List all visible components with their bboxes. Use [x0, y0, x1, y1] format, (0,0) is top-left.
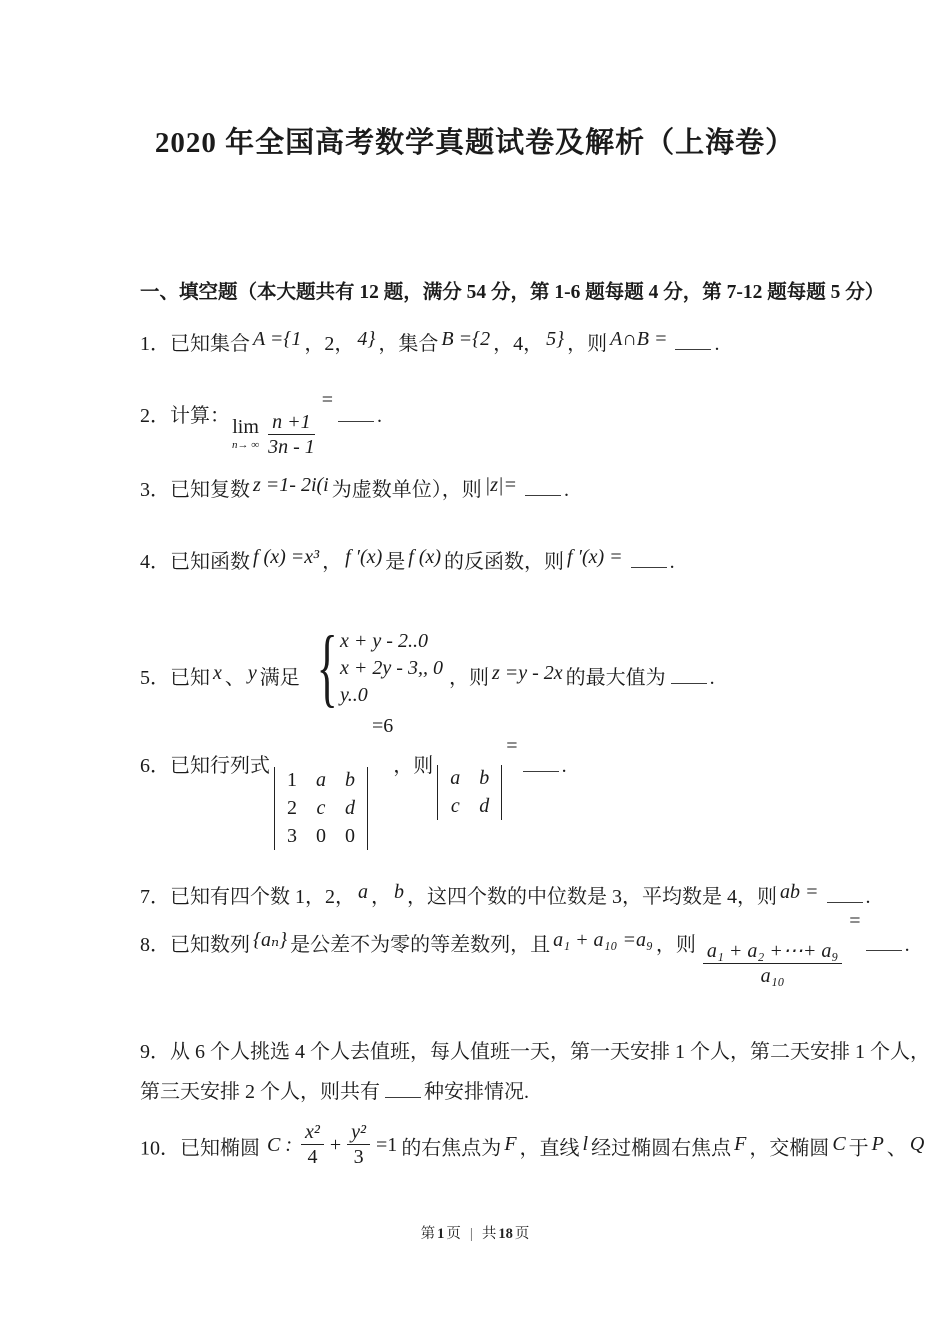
problem-text: 的最大值为 — [565, 667, 666, 690]
problem-text: 、 — [886, 1137, 907, 1160]
det-cell: 2 — [287, 797, 297, 819]
problem-10 — [140, 1120, 925, 1169]
problem-number: 5． — [140, 667, 170, 690]
answer-blank — [338, 417, 374, 422]
answer-blank — [631, 563, 667, 568]
math-set-a-open: A ={1 — [253, 328, 302, 350]
problem-number: 3． — [140, 479, 170, 501]
equals-sign: = — [506, 735, 518, 757]
fraction-denominator: 3 — [353, 1146, 364, 1168]
period: . — [561, 755, 567, 777]
det-cell: 3 — [287, 825, 297, 847]
det-cell: b — [479, 767, 490, 789]
problem-line-2 — [140, 1072, 890, 1112]
math-b: b — [394, 881, 404, 903]
problem-text: 已知集合 — [170, 333, 250, 355]
inequality-system — [306, 619, 443, 717]
fraction-denominator: a₁₀ — [760, 965, 785, 987]
period: . — [904, 934, 910, 956]
math-a: a — [358, 881, 368, 903]
period: . — [377, 405, 383, 427]
problem-text: ，则 — [567, 333, 608, 355]
math-l: l — [582, 1132, 589, 1155]
math-complex-z: z =1- 2i(i — [253, 474, 329, 496]
problem-4 — [140, 548, 890, 576]
math-ab-equals: ab = — [780, 881, 819, 903]
fraction-numerator: n +1 — [268, 410, 315, 435]
math-intersection: A∩B = — [610, 328, 668, 350]
inequality-line-3: y..0 — [340, 684, 368, 706]
problem-7 — [140, 883, 890, 911]
period: . — [564, 479, 569, 501]
footer-page-suffix: 页 — [446, 1226, 461, 1242]
problem-1 — [140, 330, 890, 358]
footer-total-suffix: 页 — [514, 1226, 530, 1242]
math-fx-cubed: f (x) =x³ — [253, 546, 320, 568]
limit-subscript: n→ ∞ — [232, 439, 260, 451]
det-cell: c — [450, 795, 460, 817]
det-cell: a — [316, 769, 326, 791]
math-y: y — [247, 662, 257, 685]
math-c: C — [832, 1132, 846, 1155]
inequality-line-2: x + 2y - 3,, 0 — [340, 657, 443, 679]
problem-text: 种安排情况. — [424, 1081, 529, 1103]
problem-number: 1． — [140, 333, 170, 355]
problem-text: 经过椭圆右焦点 — [591, 1137, 732, 1160]
answer-blank — [385, 1093, 421, 1098]
math-term-relation: a₁ + a₁₀ =a₉ — [553, 929, 653, 951]
math-f: F — [504, 1132, 517, 1155]
period: . — [865, 886, 871, 908]
footer-page-prefix: 第 — [420, 1226, 436, 1242]
period: . — [669, 551, 675, 573]
problem-text: 已知函数 — [170, 551, 250, 573]
page-footer — [0, 1222, 950, 1243]
fraction-y — [344, 1120, 373, 1169]
problem-text: 为虚数单位），则 — [331, 479, 482, 501]
problem-number: 6． — [140, 755, 170, 777]
problem-text: ，交椭圆 — [749, 1137, 830, 1160]
problem-text: 、 — [224, 667, 245, 690]
math-f-inverse-equals: f ′(x) = — [567, 546, 623, 568]
math-fx: f (x) — [408, 546, 442, 568]
answer-blank — [671, 679, 707, 684]
math-abs-z: |z|= — [484, 474, 517, 496]
answer-blank — [866, 946, 902, 951]
footer-total-prefix: 共 — [481, 1226, 497, 1242]
problem-text: 已知有四个数 1，2， — [170, 886, 355, 908]
det-cell: 0 — [345, 825, 355, 847]
fraction — [700, 939, 845, 988]
fraction-numerator: y² — [347, 1120, 370, 1145]
problem-5 — [140, 619, 890, 717]
problem-text: ，则 — [448, 667, 489, 690]
fraction-numerator: x² — [301, 1120, 324, 1145]
footer-page-number: 1 — [437, 1226, 445, 1242]
math-x: x — [213, 662, 222, 685]
problem-text: 计算： — [170, 405, 230, 427]
problem-text: 是 — [385, 551, 406, 573]
answer-blank — [675, 345, 711, 350]
math-f-inverse: f ′(x) — [345, 546, 383, 568]
problem-3 — [140, 476, 890, 504]
problem-text: ，4， — [493, 333, 544, 355]
problem-number: 7． — [140, 886, 170, 908]
fraction — [265, 410, 318, 459]
page-title: 2020 年全国高考数学真题试卷及解析（上海卷） — [154, 127, 796, 159]
left-brace: { — [316, 619, 338, 717]
problem-text: 的右焦点为 — [401, 1137, 502, 1160]
problem-9 — [140, 1032, 930, 1112]
equals-six: =6 — [372, 715, 394, 737]
determinant-2x2 — [437, 765, 502, 820]
fraction-denominator: 4 — [307, 1146, 318, 1168]
determinant-3x3 — [274, 767, 368, 850]
problem-text: ，这四个数的中位数是 3，平均数是 4，则 — [407, 886, 777, 908]
math-f: F — [734, 1132, 747, 1155]
answer-blank — [523, 767, 559, 772]
problem-number: 4． — [140, 551, 170, 573]
problem-text: 于 — [848, 1137, 869, 1160]
det-cell: c — [316, 797, 326, 819]
period: . — [714, 333, 720, 355]
math-set-a-close: 4} — [357, 328, 376, 350]
problem-text: ，则 — [393, 755, 434, 777]
equals-one: =1 — [376, 1133, 398, 1156]
problem-text: ， — [322, 551, 343, 573]
math-q: Q — [909, 1132, 925, 1155]
det-cell: d — [345, 797, 355, 819]
math-set-b-open: B ={2 — [441, 328, 491, 350]
problem-text: ，直线 — [519, 1137, 580, 1160]
problem-8 — [140, 910, 910, 988]
problem-text: 已知椭圆 — [180, 1137, 260, 1160]
math-p: P — [871, 1132, 884, 1155]
fraction-denominator: 3n - 1 — [268, 436, 315, 458]
det-cell: 0 — [316, 825, 326, 847]
problem-text: 已知 — [170, 667, 210, 690]
problem-text: ，集合 — [378, 333, 439, 355]
problem-text: 已知复数 — [170, 479, 250, 501]
equals-sign: = — [849, 910, 861, 932]
problem-text: 从 6 个人挑选 4 个人去值班，每人值班一天，第一天安排 1 个人，第二天安排 1 个人， — [170, 1041, 930, 1063]
det-cell: a — [450, 767, 461, 789]
section-heading: 一、填空题（本大题共有 12 题，满分 54 分，第 1-6 题每题 4 分，第 7-12 题每题 5 分） — [140, 282, 885, 303]
problem-text: ， — [371, 886, 391, 908]
period: . — [709, 667, 715, 690]
problem-number: 9． — [140, 1041, 170, 1063]
problem-text: 已知数列 — [170, 934, 250, 956]
problem-text: 已知行列式 — [170, 755, 270, 777]
problem-number: 8． — [140, 934, 170, 956]
equals-sign: = — [321, 389, 334, 411]
fraction-numerator: a₁ + a₂ +⋯+ a₉ — [703, 939, 842, 964]
plus-sign: + — [329, 1133, 342, 1156]
problem-text: 的反函数，则 — [444, 551, 565, 573]
problem-text: 是公差不为零的等差数列，且 — [290, 934, 551, 956]
footer-separator: | — [469, 1226, 473, 1242]
math-c-label: C : — [267, 1133, 292, 1156]
problem-line-1 — [140, 1032, 930, 1072]
footer-total-number: 18 — [498, 1226, 513, 1242]
problem-text: 第三天安排 2 个人，则共有 — [140, 1081, 380, 1103]
det-cell: b — [345, 769, 355, 791]
det-cell: 1 — [287, 769, 297, 791]
problem-6 — [140, 715, 890, 850]
limit-word: lim — [232, 416, 259, 438]
fraction-x — [298, 1120, 327, 1169]
math-objective: z =y - 2x — [491, 662, 563, 685]
problem-text: 满足 — [259, 667, 300, 690]
ellipse-equation — [264, 1120, 397, 1169]
det-cell: d — [479, 795, 490, 817]
problem-2 — [140, 389, 890, 459]
problem-number: 2． — [140, 405, 170, 427]
math-sequence: {aₙ} — [253, 929, 288, 951]
answer-blank — [827, 898, 863, 903]
problem-text: ，则 — [655, 934, 696, 956]
problem-text: ，2， — [304, 333, 355, 355]
problem-number: 10． — [140, 1137, 180, 1160]
limit-expression — [232, 417, 259, 451]
answer-blank — [525, 491, 561, 496]
math-set-b-close: 5} — [546, 328, 565, 350]
inequality-line-1: x + y - 2..0 — [340, 630, 428, 652]
